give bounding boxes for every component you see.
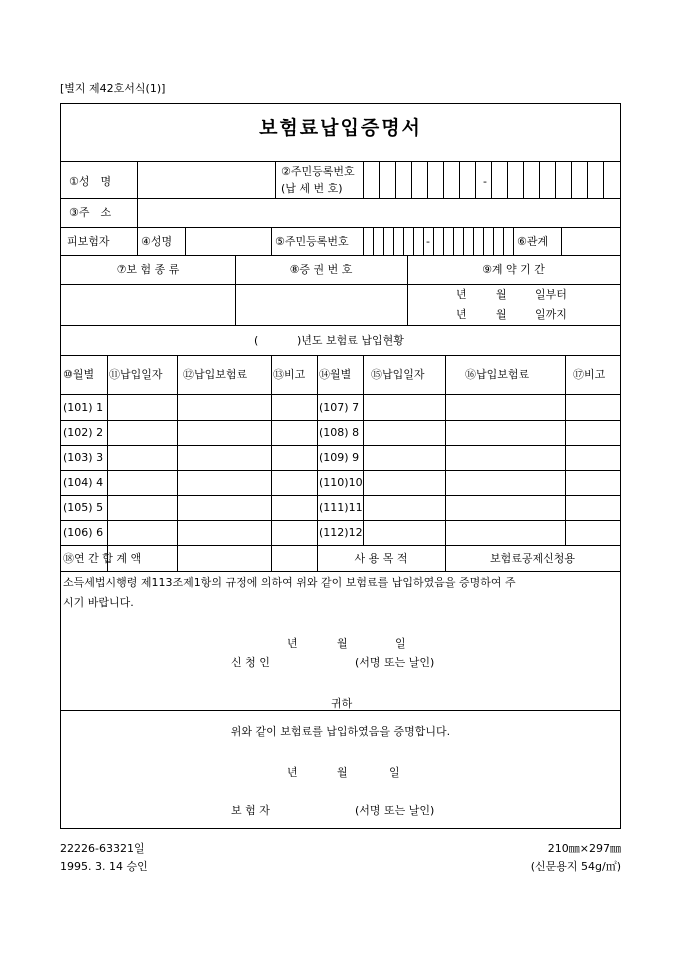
request-date-day: 일 <box>395 637 406 650</box>
col-amount-left: ⑫납입보험료 <box>183 368 248 381</box>
request-date-month: 월 <box>337 637 348 650</box>
rrn-dash: - <box>483 175 487 188</box>
table-row: (108) 8 <box>319 426 360 439</box>
status-header: )년도 보험료 납입현황 <box>297 334 404 347</box>
table-row: (110)10 <box>319 476 363 489</box>
insured-name-label: ④성명 <box>141 235 173 248</box>
col-month-left: ⑩월별 <box>63 368 95 381</box>
period-from-month: 월 <box>496 288 507 301</box>
period-from-day: 일부터 <box>535 288 567 301</box>
name-label: ①성 명 <box>69 175 112 188</box>
period-to-month: 월 <box>496 308 507 321</box>
request-text-line-1: 소득세법시행령 제113조제1항의 규정에 의하여 위와 같이 보험료를 납입하였음을 증명하여 주 <box>63 576 516 589</box>
table-row: (105) 5 <box>63 501 104 514</box>
table-row: (104) 4 <box>63 476 104 489</box>
relation-label: ⑥관계 <box>517 235 549 248</box>
table-row: (107) 7 <box>319 401 360 414</box>
insurer-signature: (서명 또는 날인) <box>355 804 435 817</box>
purpose-value: 보험료공제신청용 <box>489 552 575 565</box>
table-row: (101) 1 <box>63 401 104 414</box>
form-code: 22226-63321일 <box>60 842 145 855</box>
certify-date-month: 월 <box>337 766 348 779</box>
table-row: (111)11 <box>319 501 363 514</box>
applicant-signature: (서명 또는 날인) <box>355 656 435 669</box>
table-row: (103) 3 <box>63 451 104 464</box>
col-date-left: ⑪납입일자 <box>109 368 163 381</box>
rrn-label: ②주민등록번호 <box>281 165 355 178</box>
period-to-day: 일까지 <box>535 308 567 321</box>
annual-total-label: ⑱연 간 합 계 액 <box>63 552 142 565</box>
period-from-year: 년 <box>456 288 467 301</box>
col-month-right: ⑭월별 <box>319 368 352 381</box>
certify-text: 위와 같이 보험료를 납입하였음을 증명합니다. <box>230 725 451 738</box>
request-date-year: 년 <box>287 637 298 650</box>
insured-rrn-label: ⑤주민등록번호 <box>275 235 349 248</box>
col-note-left: ⑬비고 <box>273 368 306 381</box>
form-label: [별지 제42호서식(1)] <box>60 82 166 95</box>
table-row: (106) 6 <box>63 526 104 539</box>
form-title: 보험료납입증명서 <box>259 117 422 139</box>
addressee-suffix: 귀하 <box>331 697 353 710</box>
insured-rrn-dash: - <box>426 235 430 248</box>
paper-type: (신문용지 54g/㎡) <box>530 860 621 873</box>
purpose-label: 사 용 목 적 <box>354 552 408 565</box>
applicant-label: 신 청 인 <box>231 656 270 669</box>
col-amount-right: ⑯납입보험료 <box>465 368 530 381</box>
status-year-paren: ( <box>254 334 259 347</box>
certificate-form <box>60 103 621 829</box>
table-row: (109) 9 <box>319 451 360 464</box>
table-row: (112)12 <box>319 526 363 539</box>
certify-date-day: 일 <box>389 766 400 779</box>
paper-size: 210㎜×297㎜ <box>547 842 621 855</box>
request-text-line-2: 시기 바랍니다. <box>63 596 134 609</box>
contract-period-label: ⑨계 약 기 간 <box>482 263 545 276</box>
insurance-type-label: ⑦보 험 종 류 <box>116 263 180 276</box>
period-to-year: 년 <box>456 308 467 321</box>
address-label: ③주 소 <box>69 206 112 219</box>
col-note-right: ⑰비고 <box>573 368 606 381</box>
policy-number-label: ⑧증 권 번 호 <box>289 263 353 276</box>
col-date-right: ⑮납입일자 <box>371 368 425 381</box>
certify-date-year: 년 <box>287 766 298 779</box>
insured-label: 피보험자 <box>67 235 110 248</box>
insurer-label: 보 험 자 <box>231 804 270 817</box>
approval-date: 1995. 3. 14 승인 <box>60 860 148 873</box>
tax-number-label: (납 세 번 호) <box>281 182 343 195</box>
table-row: (102) 2 <box>63 426 104 439</box>
